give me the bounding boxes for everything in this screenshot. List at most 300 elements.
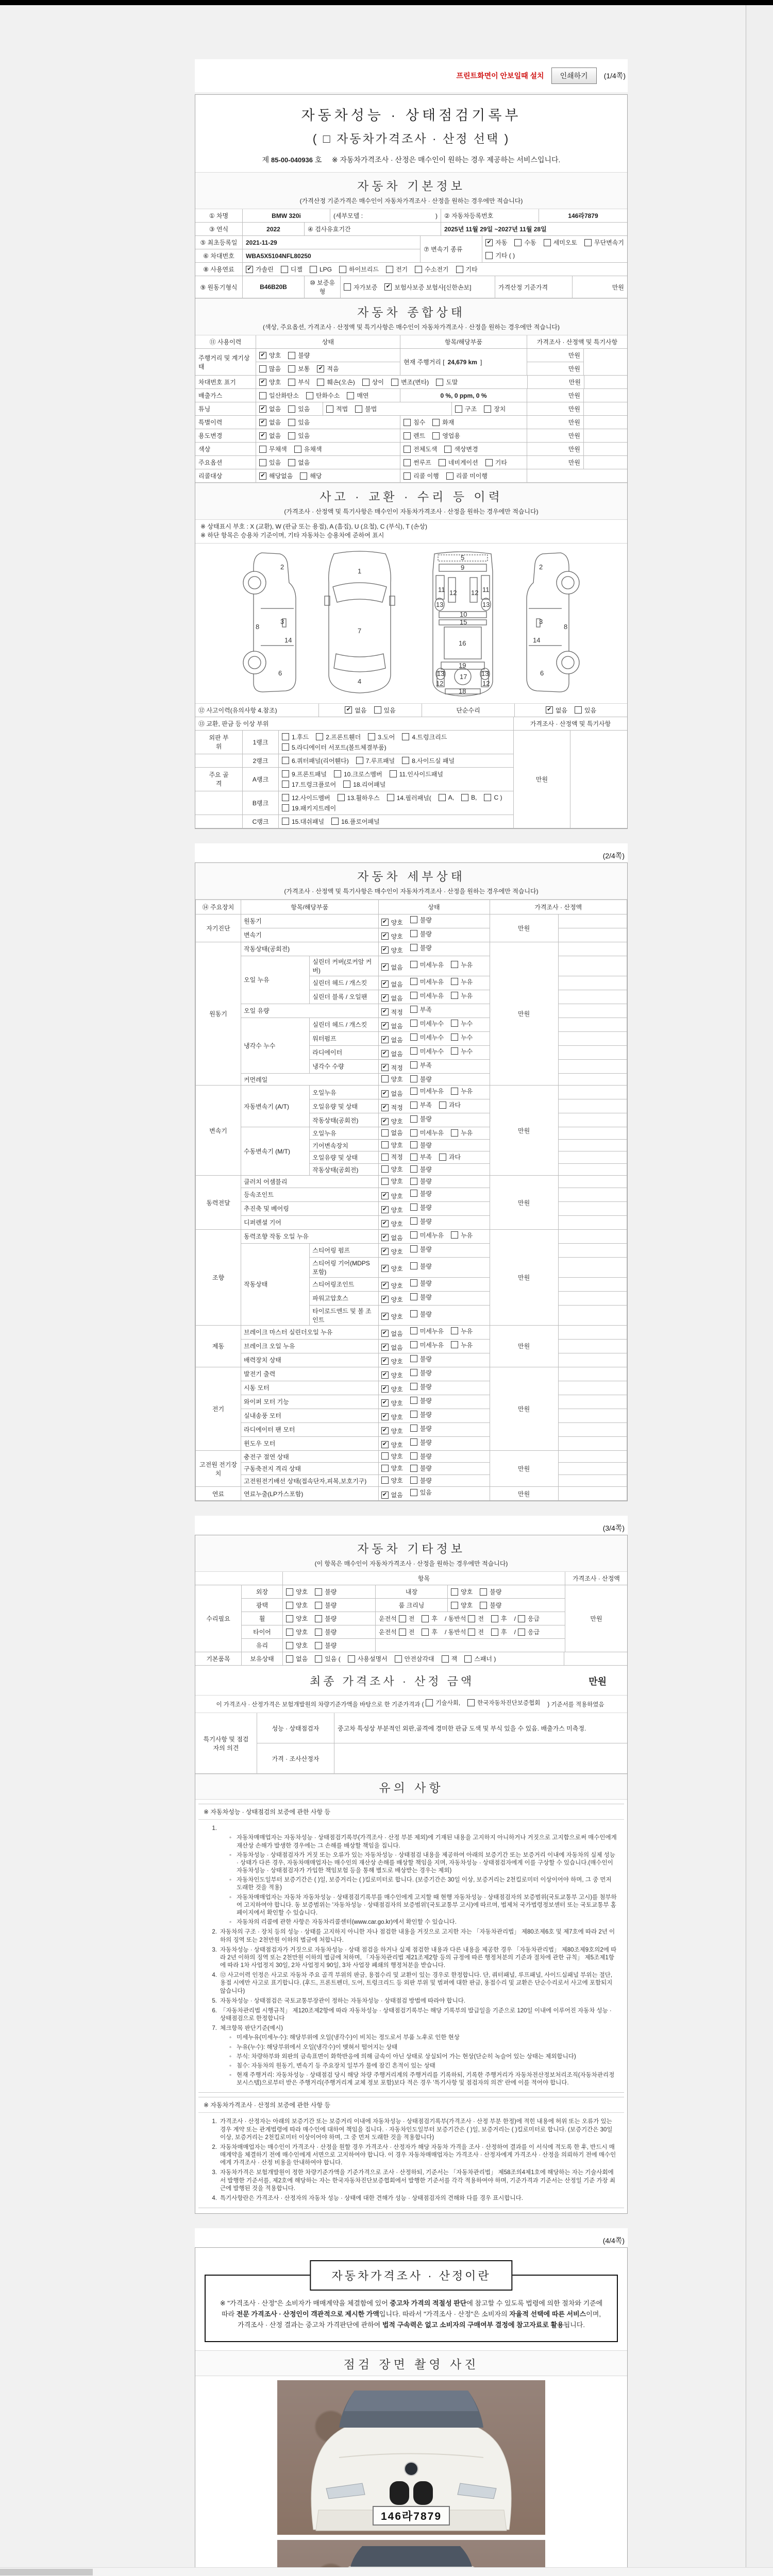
checkbox-option[interactable] — [439, 458, 478, 467]
unchecked-checkbox-icon[interactable] — [282, 743, 289, 751]
checkbox-option[interactable] — [404, 431, 425, 440]
checkbox-option[interactable] — [518, 1628, 540, 1636]
checked-checkbox-icon[interactable] — [381, 1104, 389, 1111]
unchecked-checkbox-icon[interactable] — [404, 459, 411, 466]
unchecked-checkbox-icon[interactable] — [362, 379, 369, 386]
checkbox-option[interactable] — [485, 251, 515, 260]
checkbox-option[interactable] — [410, 1114, 432, 1123]
checked-checkbox-icon[interactable] — [259, 419, 266, 426]
checked-checkbox-icon[interactable] — [384, 283, 392, 291]
checkbox-option[interactable] — [282, 793, 330, 802]
checkbox-option[interactable] — [334, 770, 382, 778]
unchecked-checkbox-icon[interactable] — [410, 1411, 417, 1418]
checkbox-option[interactable] — [259, 351, 281, 360]
unchecked-checkbox-icon[interactable] — [451, 1602, 458, 1609]
unchecked-checkbox-icon[interactable] — [410, 961, 417, 968]
unchecked-checkbox-icon[interactable] — [451, 1588, 458, 1596]
checkbox-option[interactable] — [484, 794, 502, 801]
unchecked-checkbox-icon[interactable] — [451, 961, 458, 968]
checkbox-option[interactable] — [391, 378, 429, 386]
unchecked-checkbox-icon[interactable] — [315, 1642, 322, 1649]
checkbox-option[interactable] — [456, 265, 478, 274]
checkbox-option[interactable] — [286, 1587, 308, 1596]
checkbox-option[interactable] — [546, 706, 567, 715]
checkbox-option[interactable] — [404, 418, 425, 427]
checkbox-option[interactable] — [404, 458, 431, 467]
checkbox-option[interactable] — [410, 1141, 432, 1149]
unchecked-checkbox-icon[interactable] — [404, 446, 411, 453]
checked-checkbox-icon[interactable] — [259, 379, 266, 386]
checkbox-option[interactable] — [259, 404, 281, 413]
checked-checkbox-icon[interactable] — [381, 963, 389, 971]
checkbox-option[interactable] — [451, 977, 473, 986]
checkbox-option[interactable] — [451, 960, 473, 969]
checkbox-option[interactable] — [402, 733, 447, 741]
checkbox-option[interactable] — [442, 1654, 458, 1663]
checkbox-option[interactable] — [381, 1036, 403, 1044]
checkbox-option[interactable] — [399, 1614, 415, 1623]
unchecked-checkbox-icon[interactable] — [410, 1383, 417, 1390]
checkbox-option[interactable] — [294, 445, 322, 453]
checkbox-option[interactable] — [381, 1464, 403, 1472]
unchecked-checkbox-icon[interactable] — [410, 1327, 417, 1334]
unchecked-checkbox-icon[interactable] — [410, 1310, 417, 1317]
unchecked-checkbox-icon[interactable] — [288, 405, 295, 413]
unchecked-checkbox-icon[interactable] — [334, 770, 341, 777]
unchecked-checkbox-icon[interactable] — [575, 706, 582, 714]
checkbox-option[interactable] — [381, 1357, 403, 1366]
unchecked-checkbox-icon[interactable] — [282, 804, 289, 811]
checked-checkbox-icon[interactable] — [259, 352, 266, 359]
unchecked-checkbox-icon[interactable] — [410, 916, 417, 923]
checkbox-option[interactable] — [410, 1424, 432, 1433]
unchecked-checkbox-icon[interactable] — [381, 1178, 389, 1185]
unchecked-checkbox-icon[interactable] — [456, 266, 463, 273]
checkbox-option[interactable] — [286, 1628, 308, 1636]
checkbox-option[interactable] — [368, 733, 395, 741]
checkbox-option[interactable] — [410, 1327, 444, 1335]
unchecked-checkbox-icon[interactable] — [410, 1101, 417, 1109]
unchecked-checkbox-icon[interactable] — [410, 1397, 417, 1404]
checkbox-option[interactable] — [381, 1049, 403, 1058]
checkbox-option[interactable] — [381, 1153, 403, 1161]
checkbox-option[interactable] — [410, 1061, 432, 1070]
unchecked-checkbox-icon[interactable] — [410, 1279, 417, 1286]
checkbox-option[interactable] — [480, 1587, 501, 1596]
checked-checkbox-icon[interactable] — [259, 432, 266, 439]
unchecked-checkbox-icon[interactable] — [410, 1020, 417, 1027]
checkbox-option[interactable] — [410, 1217, 432, 1226]
checkbox-option[interactable] — [514, 238, 536, 247]
checkbox-option[interactable] — [410, 1019, 444, 1028]
checked-checkbox-icon[interactable] — [381, 1313, 389, 1320]
checkbox-option[interactable] — [259, 431, 281, 440]
unchecked-checkbox-icon[interactable] — [294, 446, 301, 453]
checkbox-option[interactable] — [259, 458, 281, 467]
unchecked-checkbox-icon[interactable] — [410, 1293, 417, 1300]
checkbox-option[interactable] — [410, 1341, 444, 1349]
checked-checkbox-icon[interactable] — [381, 1492, 389, 1499]
checkbox-option[interactable] — [410, 1310, 432, 1318]
checkbox-option[interactable] — [410, 1396, 432, 1405]
unchecked-checkbox-icon[interactable] — [317, 379, 324, 386]
checkbox-option[interactable] — [381, 1281, 403, 1290]
unchecked-checkbox-icon[interactable] — [326, 405, 333, 413]
unchecked-checkbox-icon[interactable] — [432, 432, 440, 439]
checkbox-option[interactable] — [381, 1128, 403, 1137]
checked-checkbox-icon[interactable] — [381, 1036, 389, 1043]
unchecked-checkbox-icon[interactable] — [451, 1088, 458, 1095]
unchecked-checkbox-icon[interactable] — [410, 978, 417, 985]
unchecked-checkbox-icon[interactable] — [464, 1655, 472, 1663]
unchecked-checkbox-icon[interactable] — [347, 392, 354, 399]
unchecked-checkbox-icon[interactable] — [451, 1020, 458, 1027]
unchecked-checkbox-icon[interactable] — [439, 1154, 446, 1161]
unchecked-checkbox-icon[interactable] — [381, 1154, 389, 1161]
checkbox-option[interactable] — [381, 932, 403, 941]
unchecked-checkbox-icon[interactable] — [306, 392, 313, 399]
unchecked-checkbox-icon[interactable] — [282, 818, 289, 825]
checked-checkbox-icon[interactable] — [381, 1248, 389, 1255]
checkbox-option[interactable] — [306, 391, 340, 400]
unchecked-checkbox-icon[interactable] — [399, 1629, 406, 1636]
checkbox-option[interactable] — [491, 1614, 507, 1623]
unchecked-checkbox-icon[interactable] — [315, 1615, 322, 1622]
checkbox-option[interactable] — [381, 1490, 403, 1499]
checkbox-option[interactable] — [422, 1628, 438, 1636]
checkbox-option[interactable] — [451, 1341, 473, 1349]
checkbox-option[interactable] — [343, 780, 385, 789]
checkbox-option[interactable] — [344, 283, 377, 292]
install-print-plugin-link[interactable]: 프린트화면이 안보일때 설치 — [456, 72, 544, 80]
unchecked-checkbox-icon[interactable] — [410, 1438, 417, 1446]
unchecked-checkbox-icon[interactable] — [467, 1699, 475, 1706]
checkbox-option[interactable] — [381, 1343, 403, 1352]
checkbox-option[interactable] — [491, 1628, 507, 1636]
unchecked-checkbox-icon[interactable] — [410, 1425, 417, 1432]
unchecked-checkbox-icon[interactable] — [387, 794, 394, 801]
checkbox-option[interactable] — [410, 1368, 432, 1377]
unchecked-checkbox-icon[interactable] — [461, 794, 468, 801]
checkbox-option[interactable] — [451, 1327, 473, 1335]
checkbox-option[interactable] — [410, 1165, 432, 1174]
checkbox-option[interactable] — [374, 706, 396, 715]
unchecked-checkbox-icon[interactable] — [451, 1033, 458, 1041]
unchecked-checkbox-icon[interactable] — [316, 733, 323, 740]
unchecked-checkbox-icon[interactable] — [480, 1588, 487, 1596]
checked-checkbox-icon[interactable] — [381, 919, 389, 926]
checkbox-option[interactable] — [381, 1295, 403, 1304]
checkbox-option[interactable] — [410, 1382, 432, 1391]
unchecked-checkbox-icon[interactable] — [410, 1217, 417, 1225]
checked-checkbox-icon[interactable] — [259, 405, 266, 413]
checkbox-option[interactable] — [575, 706, 596, 715]
checkbox-option[interactable] — [381, 1008, 403, 1016]
checkbox-option[interactable] — [451, 1033, 473, 1042]
unchecked-checkbox-icon[interactable] — [282, 757, 289, 764]
checkbox-option[interactable] — [410, 1488, 432, 1497]
checkbox-option[interactable] — [439, 1153, 461, 1161]
checkbox-option[interactable] — [461, 794, 477, 801]
checkbox-option[interactable] — [347, 391, 368, 400]
checkbox-option[interactable] — [282, 817, 324, 826]
unchecked-checkbox-icon[interactable] — [410, 1341, 417, 1348]
checkbox-option[interactable] — [331, 817, 380, 826]
unchecked-checkbox-icon[interactable] — [410, 1141, 417, 1148]
checkbox-option[interactable] — [316, 733, 361, 741]
checkbox-option[interactable] — [288, 404, 310, 413]
checkbox-option[interactable] — [315, 1601, 337, 1609]
unchecked-checkbox-icon[interactable] — [399, 1615, 406, 1622]
unchecked-checkbox-icon[interactable] — [381, 1477, 389, 1484]
checked-checkbox-icon[interactable] — [381, 1296, 389, 1303]
horizontal-scrollbar[interactable] — [0, 2567, 773, 2576]
unchecked-checkbox-icon[interactable] — [286, 1588, 293, 1596]
unchecked-checkbox-icon[interactable] — [282, 770, 289, 777]
checkbox-option[interactable] — [451, 1019, 473, 1028]
unchecked-checkbox-icon[interactable] — [315, 1655, 322, 1663]
unchecked-checkbox-icon[interactable] — [410, 1231, 417, 1239]
checkbox-option[interactable] — [410, 960, 444, 969]
checkbox-option[interactable] — [381, 1399, 403, 1408]
unchecked-checkbox-icon[interactable] — [300, 472, 307, 480]
checkbox-option[interactable] — [439, 1100, 461, 1109]
checkbox-option[interactable] — [286, 1601, 308, 1609]
checked-checkbox-icon[interactable] — [381, 994, 389, 1002]
checkbox-option[interactable] — [288, 458, 310, 467]
checked-checkbox-icon[interactable] — [381, 946, 389, 954]
unchecked-checkbox-icon[interactable] — [491, 1629, 498, 1636]
checkbox-option[interactable] — [381, 1063, 403, 1072]
unchecked-checkbox-icon[interactable] — [444, 446, 451, 453]
unchecked-checkbox-icon[interactable] — [288, 459, 295, 466]
checked-checkbox-icon[interactable] — [485, 239, 493, 246]
checkbox-option[interactable] — [451, 1128, 473, 1137]
checkbox-option[interactable] — [464, 1654, 496, 1663]
checkbox-option[interactable] — [485, 238, 507, 247]
checkbox-option[interactable] — [410, 943, 432, 952]
checkbox-option[interactable] — [410, 1354, 432, 1363]
checkbox-option[interactable] — [381, 1206, 403, 1214]
checkbox-option[interactable] — [281, 265, 303, 274]
unchecked-checkbox-icon[interactable] — [410, 1006, 417, 1013]
unchecked-checkbox-icon[interactable] — [422, 1615, 429, 1622]
checkbox-option[interactable] — [339, 265, 379, 274]
checked-checkbox-icon[interactable] — [381, 1427, 389, 1434]
checkbox-option[interactable] — [410, 1047, 444, 1056]
unchecked-checkbox-icon[interactable] — [410, 1061, 417, 1069]
checkbox-option[interactable] — [282, 770, 327, 778]
checkbox-option[interactable] — [410, 1231, 444, 1240]
checkbox-option[interactable] — [410, 1128, 444, 1137]
unchecked-checkbox-icon[interactable] — [410, 1204, 417, 1211]
checked-checkbox-icon[interactable] — [317, 365, 324, 372]
unchecked-checkbox-icon[interactable] — [485, 252, 493, 259]
unchecked-checkbox-icon[interactable] — [410, 930, 417, 937]
checkbox-option[interactable] — [404, 471, 439, 480]
checkbox-option[interactable] — [395, 1654, 434, 1663]
checkbox-option[interactable] — [259, 445, 287, 453]
checked-checkbox-icon[interactable] — [381, 1358, 389, 1365]
checkbox-option[interactable] — [410, 929, 432, 938]
checked-checkbox-icon[interactable] — [381, 1344, 389, 1351]
checkbox-option[interactable] — [315, 1654, 341, 1663]
unchecked-checkbox-icon[interactable] — [404, 472, 411, 480]
checkbox-option[interactable] — [410, 1153, 432, 1161]
checkbox-option[interactable] — [451, 1601, 473, 1609]
checkbox-option[interactable] — [315, 1628, 337, 1636]
checkbox-option[interactable] — [381, 1413, 403, 1421]
checked-checkbox-icon[interactable] — [381, 1220, 389, 1227]
checkbox-option[interactable] — [356, 756, 395, 765]
checkbox-option[interactable] — [286, 1641, 308, 1650]
unchecked-checkbox-icon[interactable] — [584, 239, 592, 246]
checkbox-option[interactable] — [282, 804, 336, 812]
checkbox-option[interactable] — [381, 1312, 403, 1321]
checkbox-option[interactable] — [410, 1245, 432, 1253]
checkbox-option[interactable] — [288, 378, 310, 386]
unchecked-checkbox-icon[interactable] — [374, 706, 381, 714]
unchecked-checkbox-icon[interactable] — [439, 459, 446, 466]
checked-checkbox-icon[interactable] — [381, 1330, 389, 1337]
checkbox-option[interactable] — [402, 756, 455, 765]
checkbox-option[interactable] — [345, 706, 366, 715]
checkbox-option[interactable] — [410, 1075, 432, 1083]
unchecked-checkbox-icon[interactable] — [451, 1231, 458, 1239]
unchecked-checkbox-icon[interactable] — [518, 1615, 525, 1622]
unchecked-checkbox-icon[interactable] — [381, 1165, 389, 1173]
checkbox-option[interactable] — [246, 265, 274, 274]
unchecked-checkbox-icon[interactable] — [288, 352, 295, 359]
unchecked-checkbox-icon[interactable] — [288, 419, 295, 426]
unchecked-checkbox-icon[interactable] — [288, 379, 295, 386]
unchecked-checkbox-icon[interactable] — [544, 239, 551, 246]
checkbox-option[interactable] — [390, 770, 443, 778]
checkbox-option[interactable] — [415, 265, 448, 274]
checkbox-option[interactable] — [288, 364, 310, 373]
unchecked-checkbox-icon[interactable] — [485, 459, 493, 466]
checked-checkbox-icon[interactable] — [345, 706, 352, 714]
checkbox-option[interactable] — [455, 404, 477, 413]
unchecked-checkbox-icon[interactable] — [484, 794, 491, 801]
unchecked-checkbox-icon[interactable] — [468, 1629, 475, 1636]
unchecked-checkbox-icon[interactable] — [415, 266, 422, 273]
checkbox-option[interactable] — [544, 238, 577, 247]
unchecked-checkbox-icon[interactable] — [410, 1154, 417, 1161]
checked-checkbox-icon[interactable] — [381, 1385, 389, 1393]
checked-checkbox-icon[interactable] — [381, 933, 389, 940]
checked-checkbox-icon[interactable] — [546, 706, 553, 714]
checked-checkbox-icon[interactable] — [246, 266, 253, 273]
checkbox-option[interactable] — [282, 743, 386, 752]
unchecked-checkbox-icon[interactable] — [338, 794, 345, 801]
unchecked-checkbox-icon[interactable] — [315, 1629, 322, 1636]
checked-checkbox-icon[interactable] — [381, 1265, 389, 1272]
unchecked-checkbox-icon[interactable] — [410, 1033, 417, 1041]
checkbox-option[interactable] — [362, 378, 384, 386]
unchecked-checkbox-icon[interactable] — [410, 1355, 417, 1362]
checkbox-option[interactable] — [381, 1219, 403, 1228]
checkbox-option[interactable] — [317, 364, 339, 373]
checkbox-option[interactable] — [286, 1614, 308, 1623]
checkbox-option[interactable] — [410, 1262, 432, 1270]
checkbox-option[interactable] — [518, 1614, 540, 1623]
unchecked-checkbox-icon[interactable] — [259, 392, 266, 399]
checkbox-option[interactable] — [410, 1476, 432, 1485]
checkbox-option[interactable] — [387, 793, 431, 802]
checkbox-option[interactable] — [468, 1614, 484, 1623]
unchecked-checkbox-icon[interactable] — [356, 757, 363, 764]
checkbox-option[interactable] — [259, 364, 281, 373]
checkbox-option[interactable] — [259, 418, 281, 427]
unchecked-checkbox-icon[interactable] — [410, 1262, 417, 1269]
unchecked-checkbox-icon[interactable] — [455, 405, 462, 413]
unchecked-checkbox-icon[interactable] — [381, 1452, 389, 1460]
checkbox-option[interactable] — [381, 1427, 403, 1435]
unchecked-checkbox-icon[interactable] — [439, 794, 446, 801]
checkbox-option[interactable] — [288, 418, 310, 427]
unchecked-checkbox-icon[interactable] — [282, 733, 289, 740]
checked-checkbox-icon[interactable] — [381, 1118, 389, 1125]
checkbox-option[interactable] — [381, 994, 403, 1003]
checked-checkbox-icon[interactable] — [381, 980, 389, 988]
checkbox-option[interactable] — [410, 1033, 444, 1042]
print-button[interactable]: 인쇄하기 — [551, 67, 597, 84]
checked-checkbox-icon[interactable] — [381, 1064, 389, 1071]
unchecked-checkbox-icon[interactable] — [484, 405, 491, 413]
checkbox-option[interactable] — [480, 1601, 501, 1609]
checkbox-option[interactable] — [410, 1203, 432, 1212]
unchecked-checkbox-icon[interactable] — [480, 1602, 487, 1609]
unchecked-checkbox-icon[interactable] — [514, 239, 522, 246]
checkbox-option[interactable] — [410, 1100, 432, 1109]
horizontal-scrollbar-thumb[interactable] — [0, 2569, 93, 2575]
checked-checkbox-icon[interactable] — [381, 1090, 389, 1097]
unchecked-checkbox-icon[interactable] — [446, 472, 453, 480]
unchecked-checkbox-icon[interactable] — [518, 1629, 525, 1636]
checked-checkbox-icon[interactable] — [381, 1234, 389, 1241]
unchecked-checkbox-icon[interactable] — [288, 365, 295, 372]
checkbox-option[interactable] — [288, 431, 310, 440]
checkbox-option[interactable] — [381, 1371, 403, 1380]
checkbox-option[interactable] — [451, 1587, 473, 1596]
checkbox-option[interactable] — [381, 963, 403, 972]
checkbox-option[interactable] — [422, 1614, 438, 1623]
checkbox-option[interactable] — [381, 1476, 403, 1485]
checkbox-option[interactable] — [288, 351, 310, 360]
checkbox-option[interactable] — [381, 1452, 403, 1461]
unchecked-checkbox-icon[interactable] — [422, 1629, 429, 1636]
unchecked-checkbox-icon[interactable] — [410, 1088, 417, 1095]
checkbox-option[interactable] — [410, 916, 432, 924]
unchecked-checkbox-icon[interactable] — [355, 405, 362, 413]
checkbox-option[interactable] — [410, 1293, 432, 1301]
unchecked-checkbox-icon[interactable] — [410, 1178, 417, 1185]
checkbox-option[interactable] — [436, 378, 458, 386]
unchecked-checkbox-icon[interactable] — [436, 379, 443, 386]
unchecked-checkbox-icon[interactable] — [410, 1369, 417, 1376]
checkbox-option[interactable] — [381, 1075, 403, 1083]
checkbox-option[interactable] — [432, 431, 460, 440]
checkbox-option[interactable] — [286, 1654, 308, 1663]
checked-checkbox-icon[interactable] — [381, 1206, 389, 1213]
checkbox-option[interactable] — [410, 1279, 432, 1287]
checkbox-option[interactable] — [315, 1641, 337, 1650]
unchecked-checkbox-icon[interactable] — [410, 1047, 417, 1055]
checkbox-option[interactable] — [410, 977, 444, 986]
unchecked-checkbox-icon[interactable] — [410, 1452, 417, 1460]
checkbox-option[interactable] — [410, 1177, 432, 1185]
